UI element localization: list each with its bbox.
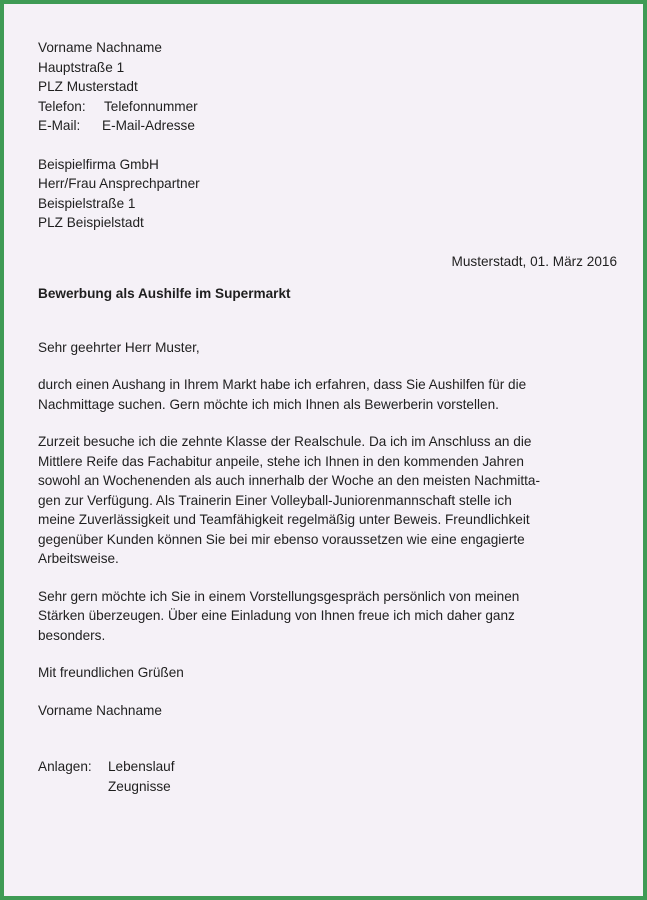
letter-date: Musterstadt, 01. März 2016 bbox=[451, 253, 617, 269]
paragraph-line: meine Zuverlässigkeit und Teamfähigkeit regelmäßig unter Beweis. Freundlichkeit bbox=[38, 512, 530, 527]
sender-phone-label: Telefon: bbox=[38, 98, 86, 114]
recipient-city: PLZ Beispielstadt bbox=[38, 215, 144, 230]
letter-closing: Mit freundlichen Grüßen bbox=[38, 665, 184, 680]
attachments-row bbox=[38, 757, 618, 777]
sender-address bbox=[38, 38, 618, 136]
sender-email-label: E-Mail: bbox=[38, 118, 81, 133]
letter-salutation: Sehr geehrter Herr Muster, bbox=[38, 339, 200, 355]
paragraph-line: Zurzeit besuche ich die zehnte Klasse der Realschule. Da ich im Anschluss an die bbox=[38, 434, 532, 449]
recipient-contact: Herr/Frau Ansprechpartner bbox=[38, 176, 200, 191]
body-paragraph-3 bbox=[38, 587, 618, 646]
recipient-company: Beispielfirma GmbH bbox=[38, 156, 159, 172]
sender-email-value: E-Mail-Adresse bbox=[102, 118, 195, 133]
paragraph-line: sowohl an Wochenenden als auch innerhalb der Woche an den meisten Nachmitta- bbox=[38, 473, 541, 488]
letter-subject: Bewerbung als Aushilfe im Supermarkt bbox=[38, 286, 291, 301]
paragraph-line: besonders. bbox=[38, 627, 106, 643]
body-paragraph-1 bbox=[38, 375, 618, 414]
body-paragraph-2 bbox=[38, 432, 618, 569]
paragraph-line: gegenüber Kunden können Sie bei mir ebenso voraussetzen wie eine engagierte bbox=[38, 531, 525, 547]
paragraph-line: Sehr gern möchte ich Sie in einem Vorstellungsgespräch persönlich von meinen bbox=[38, 588, 520, 604]
attachment-item: Zeugnisse bbox=[108, 778, 171, 794]
paragraph-line: Stärken überzeugen. Über eine Einladung von Ihnen freue ich mich daher ganz bbox=[38, 608, 515, 623]
sender-name: Vorname Nachname bbox=[38, 40, 162, 55]
recipient-address bbox=[38, 155, 618, 233]
paragraph-line: Arbeitsweise. bbox=[38, 551, 119, 566]
attachments-label: Anlagen: bbox=[38, 759, 92, 774]
sender-phone-value: Telefonnummer bbox=[104, 98, 198, 114]
sender-city: PLZ Musterstadt bbox=[38, 79, 138, 94]
paragraph-line: durch einen Aushang in Ihrem Markt habe ich erfahren, dass Sie Aushilfen für die bbox=[38, 377, 527, 392]
cover-letter bbox=[38, 38, 618, 796]
paragraph-line: Nachmittage suchen. Gern möchte ich mich Ihnen als Bewerberin vorstellen. bbox=[38, 396, 499, 412]
sender-email-row bbox=[38, 116, 618, 136]
attachments bbox=[38, 757, 618, 796]
attachment-item: Lebenslauf bbox=[108, 759, 175, 774]
recipient-street: Beispielstraße 1 bbox=[38, 195, 136, 211]
sender-street: Hauptstraße 1 bbox=[38, 59, 125, 75]
paragraph-line: gen zur Verfügung. Als Trainerin Einer Volleyball-Juniorenmannschaft stelle ich bbox=[38, 492, 512, 508]
signature-name: Vorname Nachname bbox=[38, 702, 162, 718]
paragraph-line: Mittlere Reife das Fachabitur anpeile, stehe ich Ihnen in den kommenden Jahren bbox=[38, 453, 524, 469]
sender-phone-row bbox=[38, 97, 618, 117]
